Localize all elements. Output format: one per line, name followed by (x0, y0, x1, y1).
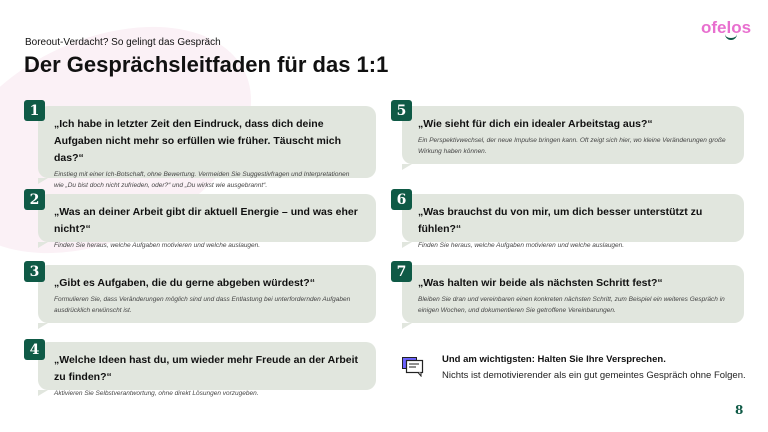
number-badge: 2 (24, 189, 45, 210)
hint: Bleiben Sie dran und vereinbaren einen konkreten nächsten Schritt, zum Beispiel ein weiteres Gespräch in einigen Wochen, und dokumentieren Sie getroffene Vereinbarungen. (418, 296, 725, 314)
hint: Ein Perspektivwechsel, der neue Impulse bringen kann. Oft zeigt sich hier, wo kleine Veränderungen große Wirkung haben können. (418, 137, 726, 155)
question-card-2 (38, 194, 376, 249)
hint: Einstieg mit einer Ich-Botschaft, ohne Bewertung. Vermeiden Sie Suggestivfragen und Interpretationen wie „Du bist doch nicht zufrieden, oder?“ und „Du wirkst wie ausgebrannt“. (54, 171, 350, 189)
callout-title: Und am wichtigsten: Halten Sie Ihre Versprechen. (442, 354, 666, 365)
logo: ofelos (701, 18, 752, 37)
question: „Was brauchst du von mir, um dich besser unterstützt zu fühlen?“ (418, 206, 703, 235)
kicker: Boreout-Verdacht? So gelingt das Gespräch (25, 37, 221, 48)
question: „Wie sieht für dich ein idealer Arbeitstag aus?“ (418, 118, 653, 130)
question: „Was an deiner Arbeit gibt dir aktuell Energie – und was eher nicht?“ (54, 206, 358, 235)
question-card-6 (402, 194, 744, 249)
number-badge: 5 (391, 100, 412, 121)
callout-text: Nichts ist demotivierender als ein gut gemeintes Gespräch ohne Folgen. (442, 370, 746, 381)
number-badge: 1 (24, 100, 45, 121)
number-badge: 6 (391, 189, 412, 210)
page-title: Der Gesprächsleitfaden für das 1:1 (24, 52, 389, 77)
question: „Welche Ideen hast du, um wieder mehr Freude an der Arbeit zu finden?“ (54, 354, 358, 383)
hint: Formulieren Sie, dass Veränderungen möglich sind und dass Entlastung bei unterfordernden Aufgaben ausdrücklich erwünscht ist. (54, 296, 351, 314)
hint: Aktivieren Sie Selbstverantwortung, ohne direkt Lösungen vorzugeben. (54, 390, 259, 397)
number-badge: 4 (24, 339, 45, 360)
chat-bubbles-icon (402, 357, 424, 377)
question-card-5 (402, 106, 744, 164)
question-card-1 (38, 106, 376, 189)
hint: Finden Sie heraus, welche Aufgaben motivieren und welche auslaugen. (418, 242, 625, 249)
logo-smile-icon (725, 34, 737, 40)
question-card-7 (402, 265, 744, 323)
question-card-3 (38, 265, 376, 323)
question: „Ich habe in letzter Zeit den Eindruck, dass dich deine Aufgaben nicht mehr so erfüllen wie früher. Täuscht mich das?“ (54, 118, 342, 164)
hint: Finden Sie heraus, welche Aufgaben motivieren und welche auslaugen. (54, 242, 261, 249)
number-badge: 7 (391, 261, 412, 282)
question: „Was halten wir beide als nächsten Schritt fest?“ (418, 277, 663, 289)
question-card-4 (38, 342, 376, 397)
page-number: 8 (735, 403, 744, 417)
number-badge: 3 (24, 261, 45, 282)
question: „Gibt es Aufgaben, die du gerne abgeben würdest?“ (54, 277, 315, 289)
